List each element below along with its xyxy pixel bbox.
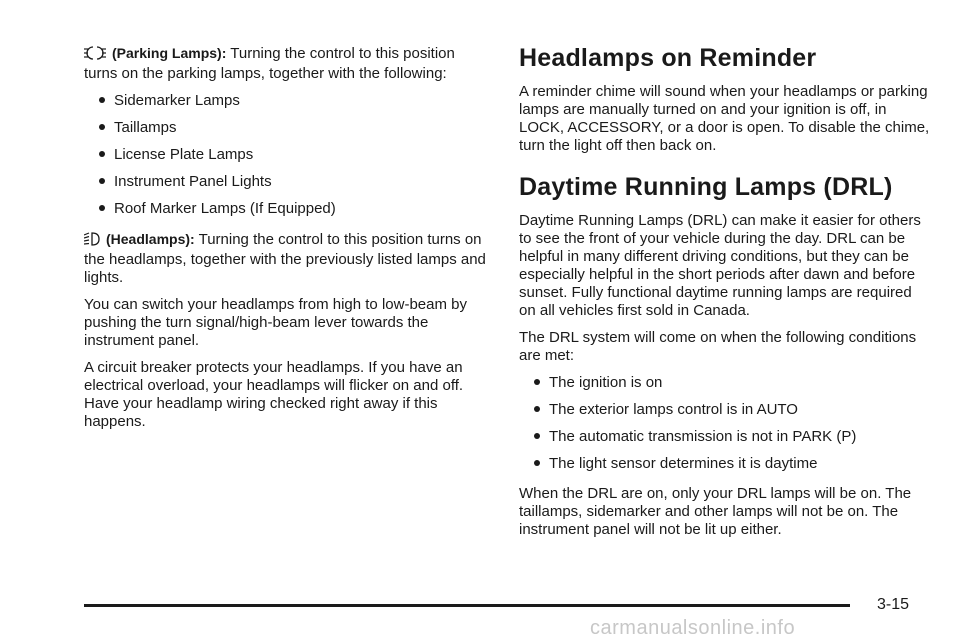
reminder-paragraph: A reminder chime will sound when your headlamps or parking lamps are manually turned on and your ignition is off, in LOCK, ACCESSORY, or a door is open. To disable the chime, turn the light off then back on. — [519, 83, 930, 154]
headlamps-label: (Headlamps): — [106, 231, 195, 247]
list-item: The automatic transmission is not in PARK (P) — [519, 428, 931, 446]
parking-lamps-label: (Parking Lamps): — [112, 45, 227, 61]
list-item: Roof Marker Lamps (If Equipped) — [84, 200, 492, 218]
drl-intro-paragraph: Daytime Running Lamps (DRL) can make it easier for others to see the front of your vehicle during the day. DRL can be helpful in many different driving conditions, but they can be especially helpful in the short periods after dawn and before sunset. Fully functional daytime running lamps are required on all vehicles first sold in Canada. — [519, 212, 921, 319]
footer-rule — [84, 604, 850, 607]
list-item: The light sensor determines it is daytime — [519, 455, 931, 473]
parking-lamps-list — [84, 92, 492, 218]
switch-beam-paragraph: You can switch your headlamps from high to low-beam by pushing the turn signal/high-beam lever towards the instrument panel. — [84, 296, 467, 349]
parking-lamps-icon — [84, 46, 106, 65]
list-item: Sidemarker Lamps — [84, 92, 492, 110]
drl-heading: Daytime Running Lamps (DRL) — [519, 173, 893, 201]
list-item: Taillamps — [84, 119, 492, 137]
list-item: The ignition is on — [519, 374, 931, 392]
circuit-breaker-paragraph: A circuit breaker protects your headlamps. If you have an electrical overload, your headlamps will flicker on and off. Have your headlamp wiring checked right away if this happens. — [84, 359, 464, 430]
headlamps-text: Turning the control to this position turns on the headlamps, together with the previously listed lamps and lights. — [84, 231, 486, 286]
list-item: Instrument Panel Lights — [84, 173, 492, 191]
parking-lamps-text: Turning the control to this position turns on the parking lamps, together with the following: — [84, 45, 455, 82]
list-item: The exterior lamps control is in AUTO — [519, 401, 931, 419]
headlamps-paragraph — [84, 230, 492, 287]
right-column — [519, 44, 931, 548]
left-column — [84, 44, 492, 440]
list-item: License Plate Lamps — [84, 146, 492, 164]
drl-conditions-list — [519, 374, 931, 473]
headlamp-icon — [84, 232, 100, 251]
drl-on-paragraph: When the DRL are on, only your DRL lamps will be on. The taillamps, sidemarker and other lamps will not be on. The instrument panel will not be lit up either. — [519, 485, 912, 538]
watermark: carmanualsonline.info — [590, 617, 796, 639]
parking-lamps-paragraph — [84, 44, 492, 83]
drl-conditions-paragraph: The DRL system will come on when the following conditions are met: — [519, 329, 917, 364]
reminder-heading: Headlamps on Reminder — [519, 44, 817, 72]
page-number: 3-15 — [877, 596, 910, 613]
